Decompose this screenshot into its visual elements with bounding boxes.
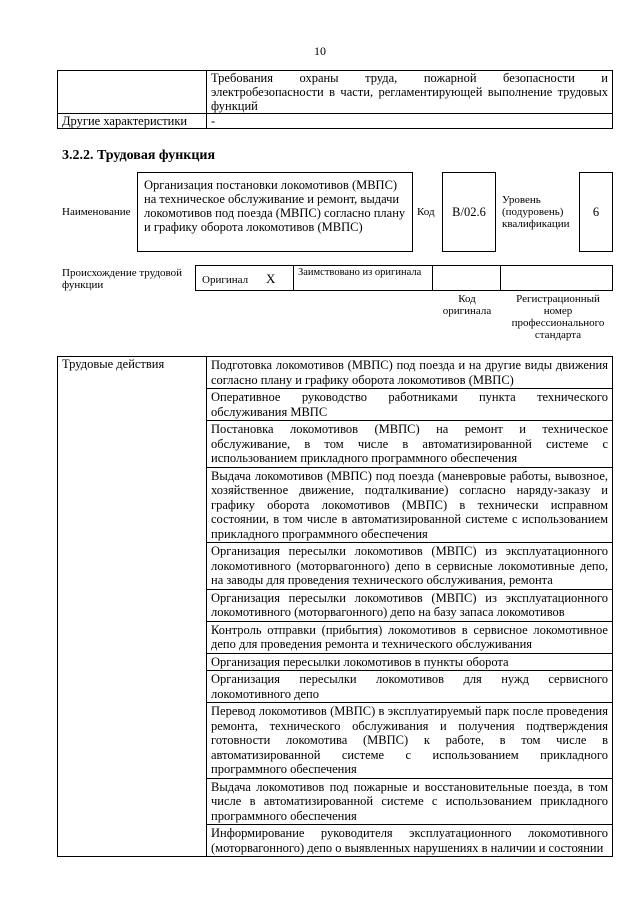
labor-actions-table bbox=[57, 356, 613, 857]
section-title: 3.2.2. Трудовая функция bbox=[62, 148, 216, 163]
labor-action-item: Перевод локомотивов (МВПС) в эксплуатируемый парк после проведения ремонта, технического обслуживания и получения подтверждения готовности локомотива (МВПС) к работе, в том числе в автоматизированной системе с использованием прикладного программного обеспечения bbox=[207, 703, 613, 779]
empty-cell bbox=[58, 71, 207, 114]
reg-caption: Регистрационный номер профессионального стандарта bbox=[511, 293, 605, 341]
original-mark: X bbox=[266, 271, 276, 286]
word: труда, bbox=[365, 71, 398, 85]
word: охраны bbox=[299, 71, 339, 85]
origin-label: Происхождение трудовой функции bbox=[62, 267, 183, 291]
labor-action-item: Организация пересылки локомотивов (МВПС) из эксплуатационного локомотивного (моторвагонного) депо на базу запаса локомотивов bbox=[207, 589, 613, 621]
word: Требования bbox=[211, 71, 273, 85]
labor-action-item: Информирование руководителя эксплуатационного локомотивного (моторвагонного) депо о выявленных нарушениях в наличии и состоянии bbox=[207, 825, 613, 857]
labor-actions-label: Трудовые действия bbox=[58, 357, 207, 857]
requirements-table bbox=[57, 70, 613, 129]
word: и bbox=[601, 71, 608, 85]
labor-action-item: Организация пересылки локомотивов в пункты оборота bbox=[207, 653, 613, 671]
labor-action-item: Организация пересылки локомотивов для нужд сервисного локомотивного депо bbox=[207, 671, 613, 703]
word: безопасности bbox=[503, 71, 575, 85]
code-caption: Код оригинала bbox=[442, 293, 492, 317]
name-label: Наименование bbox=[62, 206, 131, 218]
word: пожарной bbox=[423, 71, 477, 85]
original-code-cell bbox=[432, 265, 501, 291]
labor-action-item: Контроль отправки (прибытия) локомотивов в сервисное локомотивное депо для проведения ремонта и технического обслуживания bbox=[207, 621, 613, 653]
table-row bbox=[58, 357, 613, 389]
original-label: Оригинал bbox=[202, 274, 249, 286]
page-number: 10 bbox=[314, 44, 326, 58]
function-name-box: Организация постановки локомотивов (МВПС) на техническое обслуживание и ремонт, выдачи локомотивов под поезда (МВПС) согласно плану и графику оборота локомотивов (МВПС) bbox=[137, 172, 413, 252]
requirements-cell bbox=[207, 71, 613, 114]
level-value: 6 bbox=[579, 172, 613, 252]
labor-action-item: Подготовка локомотивов (МВПС) под поезда и на другие виды движения согласно плану и графику оборота локомотивов (МВПС) bbox=[207, 357, 613, 389]
requirements-text: электробезопасности в части, регламентирующей выполнение трудовых функций bbox=[211, 85, 608, 113]
other-characteristics-label: Другие характеристики bbox=[58, 114, 207, 129]
level-label: Уровень (подуровень) квалификации bbox=[502, 194, 570, 230]
borrowed-cell bbox=[293, 265, 433, 291]
reg-number-cell bbox=[500, 265, 613, 291]
code-label: Код bbox=[417, 206, 435, 218]
labor-action-item: Выдача локомотивов (МВПС) под поезда (маневровые работы, вывозное, хозяйственное движение, подталкивание) согласно наряду-заказу и графику оборота локомотивов (МВПС) в технически исправном состоянии, в том числе в автоматизированной системе с использованием прикладного программного обеспечения bbox=[207, 467, 613, 543]
labor-action-item: Выдача локомотивов под пожарные и восстановительные поезда, в том числе в автоматизированной системе с использованием прикладного программного обеспечения bbox=[207, 778, 613, 825]
labor-action-item: Организация пересылки локомотивов (МВПС) из эксплуатационного локомотивного (моторвагонного) депо в сервисные локомотивные депо, на заводы для проведения технического обслуживания, ремонта bbox=[207, 543, 613, 590]
code-value: B/02.6 bbox=[442, 172, 496, 252]
labor-action-item: Постановка локомотивов (МВПС) на ремонт и техническое обслуживание, в том числе в автоматизированной системе с использованием прикладного программного обеспечения bbox=[207, 421, 613, 468]
other-characteristics-value: - bbox=[207, 114, 613, 129]
original-cell bbox=[195, 265, 294, 291]
table-row bbox=[58, 71, 613, 114]
labor-action-item: Оперативное руководство работниками пункта технического обслуживания МВПС bbox=[207, 389, 613, 421]
table-row bbox=[58, 114, 613, 129]
borrowed-label: Заимствовано из оригинала bbox=[298, 267, 422, 278]
